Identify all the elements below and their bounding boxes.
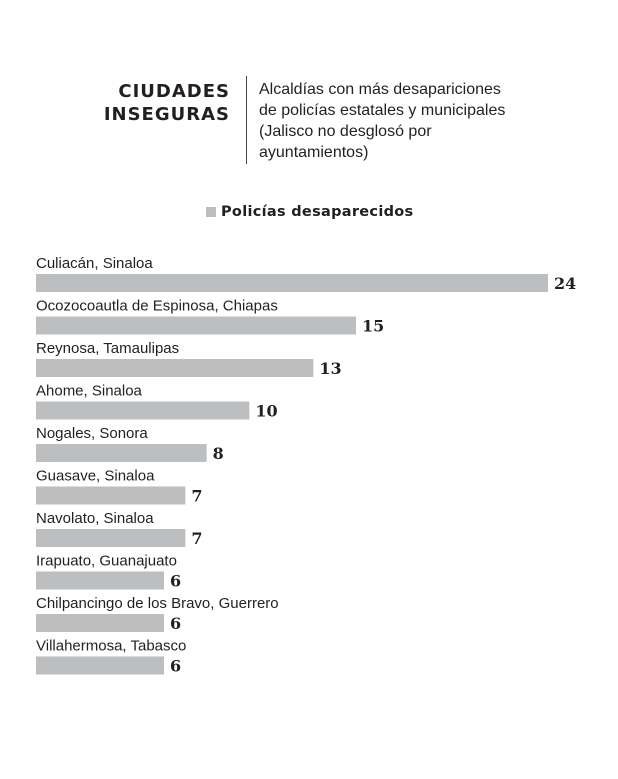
bar (36, 614, 164, 632)
subtitle-line-2: de policías estatales y municipales (259, 102, 506, 119)
chart-title-line-2: INSEGURAS (103, 104, 230, 125)
bar (36, 657, 164, 675)
bar (36, 274, 548, 292)
data-label: 6 (170, 614, 182, 633)
data-label: 6 (170, 656, 182, 676)
bar (36, 359, 313, 377)
category-label: Nogales, Sonora (36, 425, 148, 442)
bar (36, 402, 249, 420)
data-label: 13 (319, 359, 342, 378)
category-label: Guasave, Sinaloa (36, 467, 155, 485)
chart-title-line-1: CIUDADES (118, 81, 230, 102)
data-label: 24 (554, 274, 577, 293)
category-label: Navolato, Sinaloa (36, 510, 154, 527)
subtitle-line-1: Alcaldías con más desapariciones (259, 81, 501, 98)
data-label: 8 (212, 444, 224, 463)
category-label: Ocozocoautla de Espinosa, Chiapas (36, 297, 278, 315)
bar (36, 444, 207, 462)
category-label: Villahermosa, Tabasco (36, 637, 187, 655)
category-label: Irapuato, Guanajuato (36, 552, 177, 570)
data-label: 6 (170, 571, 182, 591)
bar (36, 529, 185, 547)
bar (36, 487, 185, 505)
category-label: Ahome, Sinaloa (36, 382, 142, 400)
category-label: Reynosa, Tamaulipas (36, 340, 180, 357)
category-label: Culiacán, Sinaloa (36, 255, 153, 272)
bar (36, 317, 356, 335)
bar (36, 572, 164, 590)
data-label: 10 (255, 401, 278, 421)
data-label: 7 (191, 529, 203, 548)
subtitle-line-3: (Jalisco no desglosó por (259, 123, 432, 140)
subtitle-line-4: ayuntamientos) (259, 144, 369, 161)
data-label: 7 (191, 486, 203, 506)
category-label: Chilpancingo de los Bravo, Guerrero (36, 595, 279, 612)
legend-label: Policías desaparecidos (221, 204, 414, 220)
data-label: 15 (362, 316, 385, 336)
